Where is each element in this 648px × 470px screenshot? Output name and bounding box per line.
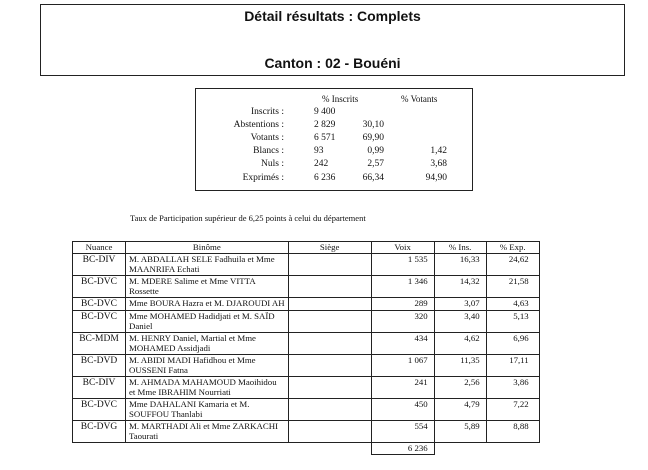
voix-cell: 1 067 — [371, 355, 434, 377]
binome-line-1: M. HENRY Daniel, Martial et Mme — [129, 333, 256, 343]
binome-line-2: Taourati — [129, 431, 159, 441]
pct-ins-cell: 4,62 — [434, 333, 486, 355]
empty-cell — [288, 443, 371, 455]
header-nuance: Nuance — [73, 242, 126, 254]
voix-cell: 554 — [371, 421, 434, 443]
pct-ins-cell: 3,07 — [434, 298, 486, 311]
binome-line-1: Mme MOHAMED Hadidjati et M. SAÏD — [129, 311, 275, 321]
pct-exp-cell: 4,63 — [486, 298, 539, 311]
pct-ins-cell: 14,32 — [434, 276, 486, 298]
pct-exp-cell: 24,62 — [486, 254, 539, 276]
binome-line-1: M. MDERE Salime et Mme VITTA — [129, 276, 256, 286]
siege-cell — [288, 333, 371, 355]
summary-pct-inscrits: 30,10 — [362, 120, 384, 130]
empty-cell — [486, 443, 539, 455]
pct-exp-cell: 6,96 — [486, 333, 539, 355]
binome-cell — [126, 355, 289, 377]
siege-cell — [288, 399, 371, 421]
pct-ins-cell: 11,35 — [434, 355, 486, 377]
header-box — [40, 4, 625, 76]
summary-label: Votants : — [250, 133, 284, 143]
summary-row — [196, 173, 472, 186]
summary-label: Exprimés : — [242, 173, 284, 183]
summary-row — [196, 107, 472, 120]
binome-cell — [126, 399, 289, 421]
siege-cell — [288, 355, 371, 377]
summary-pct-votants: 3,68 — [430, 159, 447, 169]
summary-row — [196, 133, 472, 146]
siege-cell — [288, 254, 371, 276]
table-row — [73, 298, 540, 311]
summary-row — [196, 146, 472, 159]
total-voix-cell: 6 236 — [371, 443, 434, 455]
empty-cell — [73, 443, 126, 455]
summary-col-votants: % Votants — [401, 94, 438, 104]
pct-ins-cell: 5,89 — [434, 421, 486, 443]
siege-cell — [288, 311, 371, 333]
voix-cell: 434 — [371, 333, 434, 355]
pct-ins-cell: 16,33 — [434, 254, 486, 276]
nuance-cell: BC-DVG — [73, 421, 126, 443]
nuance-cell: BC-DVD — [73, 355, 126, 377]
summary-value: 9 400 — [314, 107, 336, 117]
summary-pct-inscrits: 66,34 — [362, 173, 384, 183]
summary-value: 6 571 — [314, 133, 336, 143]
table-row — [73, 377, 540, 399]
voix-cell: 450 — [371, 399, 434, 421]
summary-pct-votants: 94,90 — [425, 173, 447, 183]
summary-label: Nuls : — [261, 159, 284, 169]
empty-cell — [126, 443, 289, 455]
binome-line-2: et Mme IBRAHIM Nourriati — [129, 387, 231, 397]
binome-cell — [126, 311, 289, 333]
binome-line-2: MOHAMED Assidjadi — [129, 343, 211, 353]
voix-cell: 241 — [371, 377, 434, 399]
nuance-cell: BC-MDM — [73, 333, 126, 355]
summary-box — [195, 88, 473, 191]
pct-ins-cell: 2,56 — [434, 377, 486, 399]
summary-value: 6 236 — [314, 173, 336, 183]
canton-title: Canton : 02 - Bouéni — [264, 55, 401, 71]
binome-line-1: M. MARTHADI Ali et Mme ZARKACHI — [129, 421, 279, 431]
header-pct-ins: % Ins. — [434, 242, 486, 254]
header-voix: Voix — [371, 242, 434, 254]
empty-cell — [434, 443, 486, 455]
summary-pct-inscrits: 69,90 — [362, 133, 384, 143]
header-pct-exp: % Exp. — [486, 242, 539, 254]
pct-exp-cell: 8,88 — [486, 421, 539, 443]
results-header-row — [73, 242, 540, 254]
siege-cell — [288, 377, 371, 399]
binome-cell — [126, 254, 289, 276]
nuance-cell: BC-DIV — [73, 377, 126, 399]
siege-cell — [288, 421, 371, 443]
binome-line-1: M. AHMADA MAHAMOUD Maoihidou — [129, 377, 277, 387]
binome-cell — [126, 377, 289, 399]
binome-line-1: M. ABIDI MADI Hafidhou et Mme — [129, 355, 256, 365]
table-row — [73, 421, 540, 443]
nuance-cell: BC-DIV — [73, 254, 126, 276]
summary-label: Abstentions : — [233, 120, 284, 130]
summary-row — [196, 159, 472, 172]
pct-exp-cell: 17,11 — [486, 355, 539, 377]
pct-exp-cell: 3,86 — [486, 377, 539, 399]
voix-cell: 1 535 — [371, 254, 434, 276]
binome-cell — [126, 276, 289, 298]
page-title: Détail résultats : Complets — [244, 8, 421, 24]
summary-label: Blancs : — [253, 146, 284, 156]
binome-line-2: Daniel — [129, 321, 153, 331]
table-row — [73, 399, 540, 421]
table-row — [73, 276, 540, 298]
results-table — [72, 241, 540, 455]
summary-label: Inscrits : — [251, 107, 284, 117]
binome-line-2: Rossette — [129, 286, 159, 296]
summary-pct-votants: 1,42 — [430, 146, 447, 156]
binome-cell — [126, 298, 289, 311]
table-row — [73, 311, 540, 333]
binome-line-1: M. ABDALLAH SELE Fadhuila et Mme — [129, 254, 275, 264]
pct-ins-cell: 3,40 — [434, 311, 486, 333]
summary-value: 2 829 — [314, 120, 336, 130]
table-row — [73, 355, 540, 377]
summary-value: 242 — [314, 159, 329, 169]
summary-col-inscrits: % Inscrits — [322, 94, 359, 104]
pct-ins-cell: 4,79 — [434, 399, 486, 421]
binome-line-1: Mme BOURA Hazra et M. DJAROUDI AH — [129, 298, 285, 308]
pct-exp-cell: 21,58 — [486, 276, 539, 298]
binome-line-2: OUSSENI Fatna — [129, 365, 188, 375]
binome-cell — [126, 421, 289, 443]
voix-cell: 289 — [371, 298, 434, 311]
binome-line-2: SOUFFOU Thanlabi — [129, 409, 203, 419]
pct-exp-cell: 5,13 — [486, 311, 539, 333]
summary-row — [196, 120, 472, 133]
binome-line-1: Mme DAHALANI Kamaria et M. — [129, 399, 250, 409]
binome-line-2: MAANRIFA Echati — [129, 264, 200, 274]
header-binome: Binôme — [126, 242, 289, 254]
table-row — [73, 254, 540, 276]
pct-exp-cell: 7,22 — [486, 399, 539, 421]
nuance-cell: BC-DVC — [73, 399, 126, 421]
nuance-cell: BC-DVC — [73, 311, 126, 333]
siege-cell — [288, 298, 371, 311]
summary-pct-inscrits: 2,57 — [367, 159, 384, 169]
total-row — [73, 443, 540, 455]
header-siege: Siège — [288, 242, 371, 254]
nuance-cell: BC-DVC — [73, 298, 126, 311]
nuance-cell: BC-DVC — [73, 276, 126, 298]
summary-value: 93 — [314, 146, 324, 156]
voix-cell: 320 — [371, 311, 434, 333]
siege-cell — [288, 276, 371, 298]
participation-note: Taux de Participation supérieur de 6,25 points à celui du département — [130, 213, 366, 223]
table-row — [73, 333, 540, 355]
voix-cell: 1 346 — [371, 276, 434, 298]
binome-cell — [126, 333, 289, 355]
summary-pct-inscrits: 0,99 — [367, 146, 384, 156]
